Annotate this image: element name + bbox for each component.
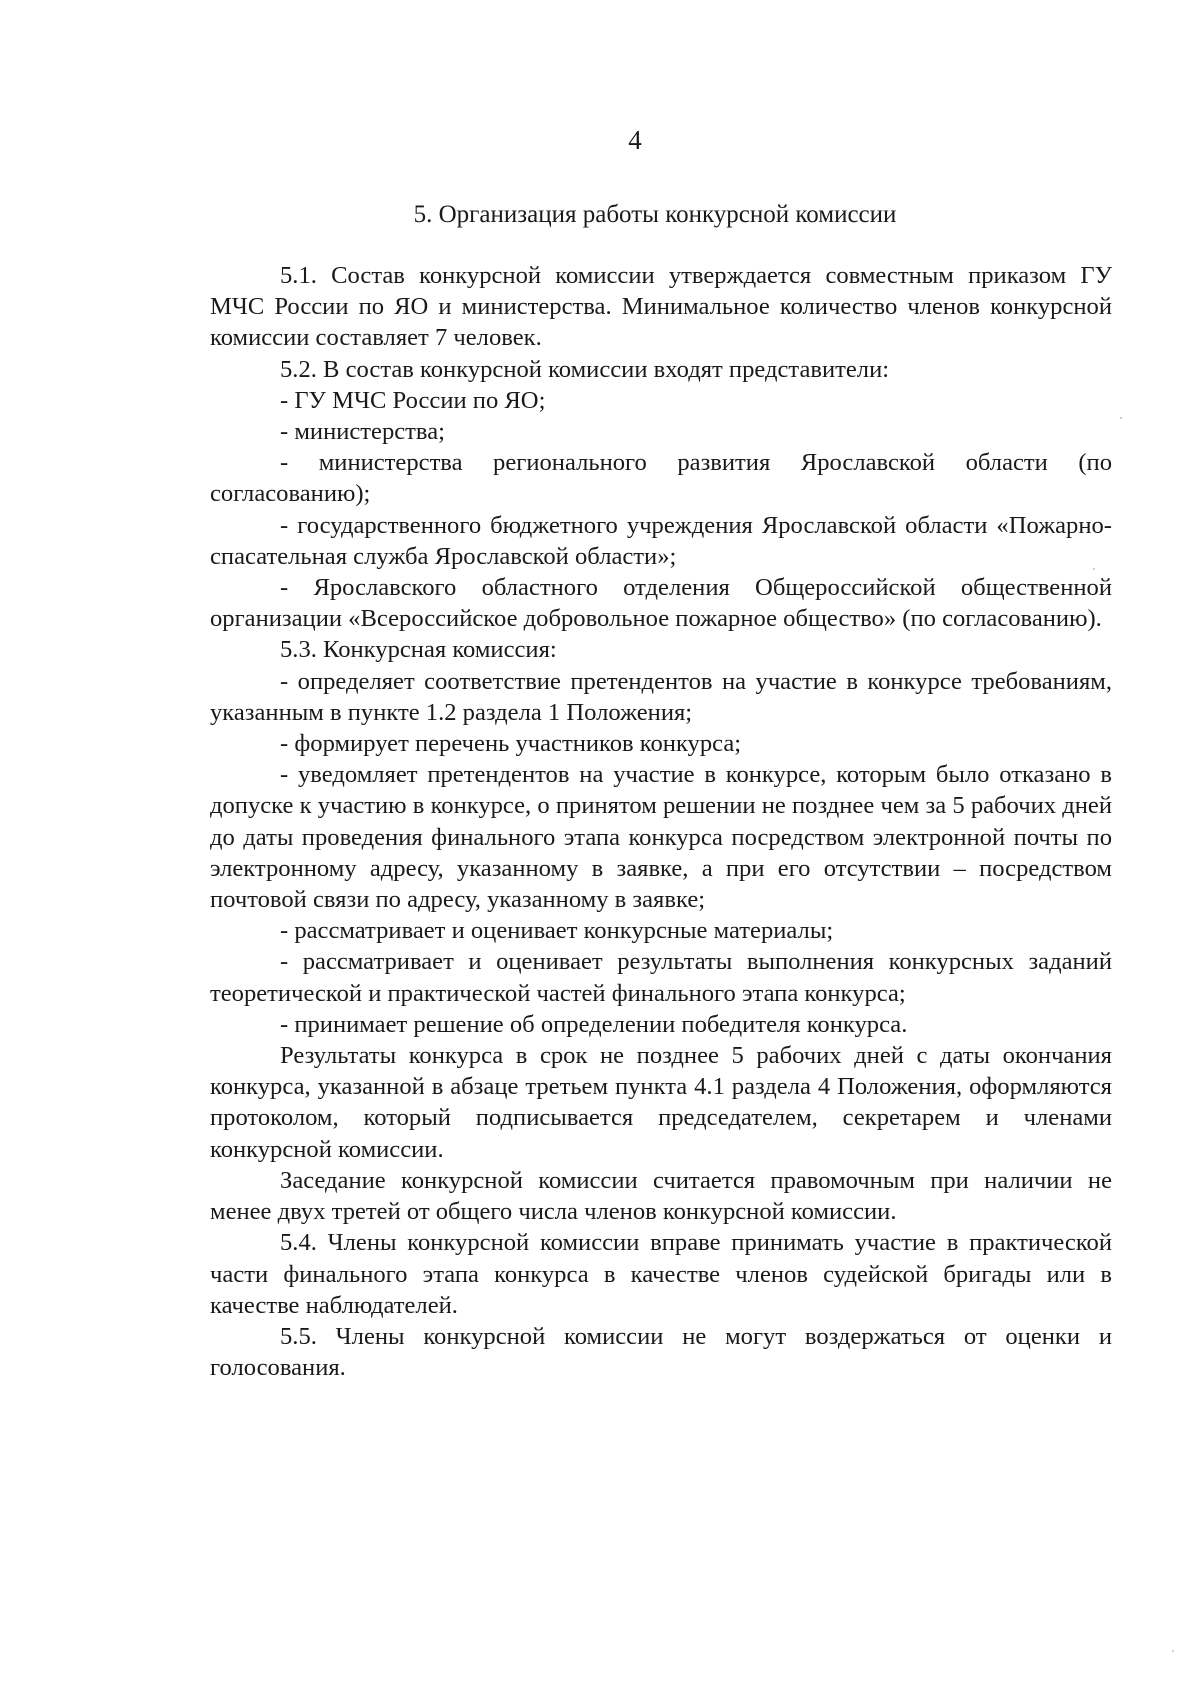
list-item-representative: - ГУ МЧС России по ЯО; bbox=[280, 386, 546, 414]
scan-speck bbox=[1172, 1650, 1174, 1652]
list-item-representative: - министерства регионального развития Ярославской области (по согласованию); bbox=[210, 449, 1112, 508]
list-item-representative: - Ярославского областного отделения Общероссийской общественной организации «Всероссийское добровольное пожарное общество» (по согласованию). bbox=[210, 574, 1112, 633]
list-item-commission-duty: - рассматривает и оценивает результаты выполнения конкурсных заданий теоретической и практической частей финального этапа конкурса; bbox=[210, 948, 1112, 1007]
scan-speck bbox=[1120, 417, 1122, 419]
list-item-representative: - министерства; bbox=[280, 418, 445, 446]
list-item-representative: - государственного бюджетного учреждения Ярославской области «Пожарно-спасательная служба Ярославской области»; bbox=[210, 511, 1112, 570]
list-item-commission-duty: - формирует перечень участников конкурса; bbox=[280, 730, 742, 758]
paragraph-5-2: 5.2. В состав конкурсной комиссии входят представители: bbox=[280, 355, 890, 383]
section-title: 5. Организация работы конкурсной комиссии bbox=[413, 201, 897, 228]
paragraph-results: Результаты конкурса в срок не позднее 5 рабочих дней с даты окончания конкурса, указанной в абзаце третьем пункта 4.1 раздела 4 Положения, оформляются протоколом, который подписывается председателем, секретарем и членами конкурсной комиссии. bbox=[210, 1042, 1112, 1163]
document-body bbox=[210, 260, 1112, 1383]
paragraph-quorum: Заседание конкурсной комиссии считается правомочным при наличии не менее двух третей от общего числа членов конкурсной комиссии. bbox=[210, 1166, 1112, 1226]
list-item-commission-duty: - рассматривает и оценивает конкурсные материалы; bbox=[280, 917, 834, 945]
list-item-commission-duty: - принимает решение об определении победителя конкурса. bbox=[280, 1010, 908, 1038]
paragraph-5-3: 5.3. Конкурсная комиссия: bbox=[280, 636, 557, 664]
list-item-commission-duty: - уведомляет претендентов на участие в конкурсе, которым было отказано в допуске к участию в конкурсе, о принятом решении не позднее чем за 5 рабочих дней до даты проведения финального этапа конкурса посредством электронной почты по электронному адресу, указанному в заявке, а при его отсутствии – посредством почтовой связи по адресу, указанному в заявке; bbox=[210, 761, 1112, 914]
paragraph-5-1: 5.1. Состав конкурсной комиссии утверждается совместным приказом ГУ МЧС России по ЯО и министерства. Минимальное количество членов конкурсной комиссии составляет 7 человек. bbox=[210, 262, 1112, 352]
list-item-commission-duty: - определяет соответствие претендентов на участие в конкурсе требованиям, указанным в пункте 1.2 раздела 1 Положения; bbox=[210, 667, 1112, 726]
paragraph-5-4: 5.4. Члены конкурсной комиссии вправе принимать участие в практической части финального этапа конкурса в качестве членов судейской бригады или в качестве наблюдателей. bbox=[210, 1229, 1112, 1319]
page-number: 4 bbox=[628, 125, 642, 155]
paragraph-5-5: 5.5. Члены конкурсной комиссии не могут воздержаться от оценки и голосования. bbox=[210, 1322, 1112, 1382]
scan-speck bbox=[1093, 568, 1095, 570]
